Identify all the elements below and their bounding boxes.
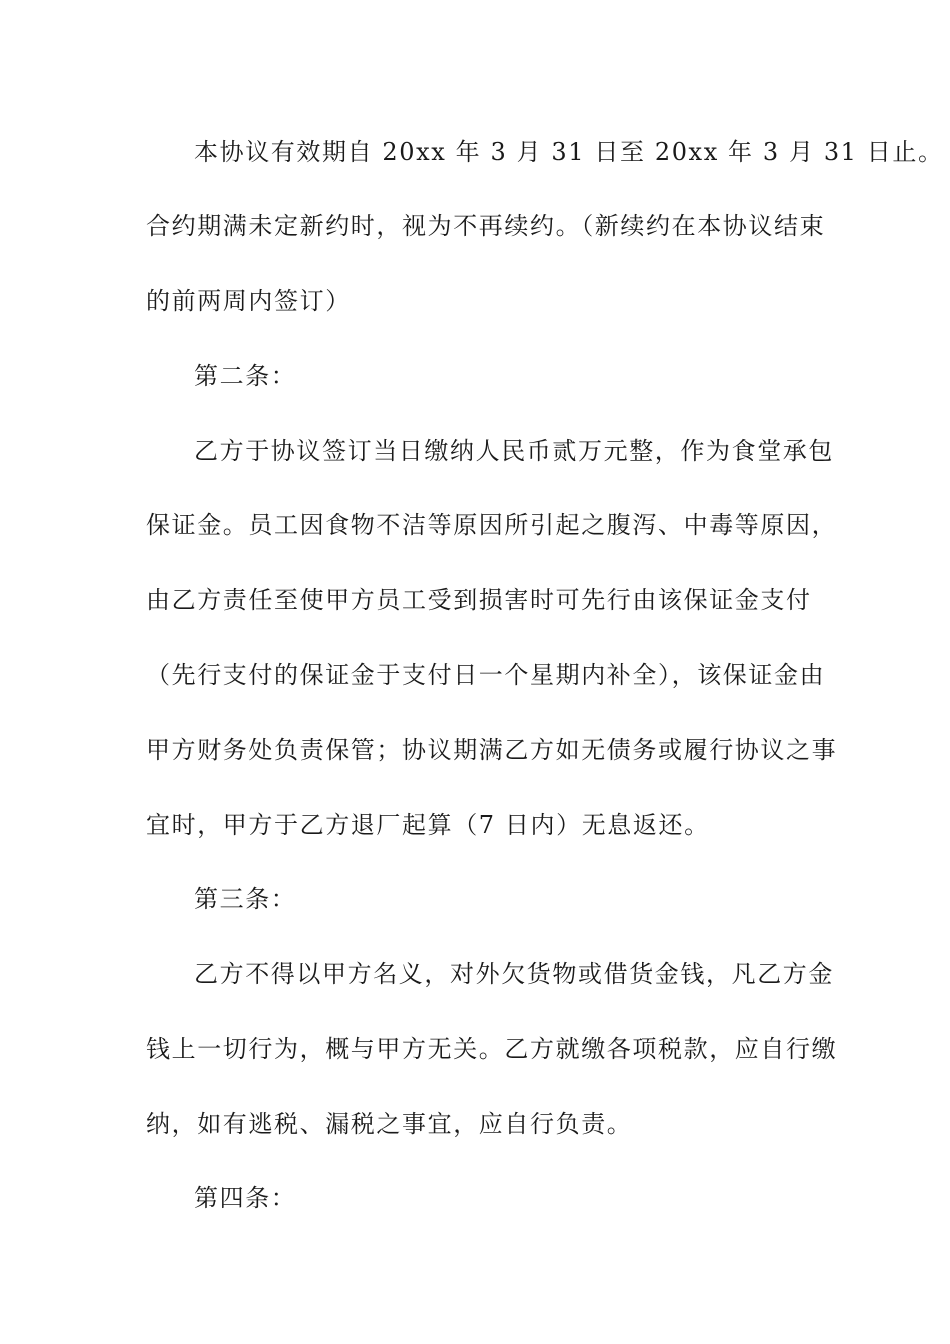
paragraph-line: 本协议有效期自 20xx 年 3 月 31 日至 20xx 年 3 月 31 日止。 (194, 138, 944, 166)
paragraph-line: 钱上一切行为，概与甲方无关。乙方就缴各项税款，应自行缴 (146, 1035, 838, 1063)
paragraph-line: （先行支付的保证金于支付日一个星期内补全），该保证金由 (146, 661, 826, 689)
section-heading-article-3: 第三条： (194, 885, 297, 913)
paragraph-line: 乙方不得以甲方名义，对外欠货物或借货金钱，凡乙方金 (194, 960, 834, 988)
section-heading-article-2: 第二条： (194, 362, 297, 390)
paragraph-line: 乙方于协议签订当日缴纳人民币贰万元整，作为食堂承包 (194, 437, 834, 465)
paragraph-line: 的前两周内签订） (146, 287, 351, 315)
paragraph-line: 宜时，甲方于乙方退厂起算（7 日内）无息返还。 (146, 811, 710, 839)
paragraph-line: 由乙方责任至使甲方员工受到损害时可先行由该保证金支付 (146, 586, 812, 614)
paragraph-line: 保证金。员工因食物不洁等原因所引起之腹泻、中毒等原因， (146, 511, 838, 539)
paragraph-line: 纳，如有逃税、漏税之事宜，应自行负责。 (146, 1110, 633, 1138)
section-heading-article-4: 第四条： (194, 1184, 297, 1212)
paragraph-line: 甲方财务处负责保管；协议期满乙方如无债务或履行协议之事 (146, 736, 838, 764)
paragraph-line: 合约期满未定新约时，视为不再续约。（新续约在本协议结束 (146, 212, 826, 240)
